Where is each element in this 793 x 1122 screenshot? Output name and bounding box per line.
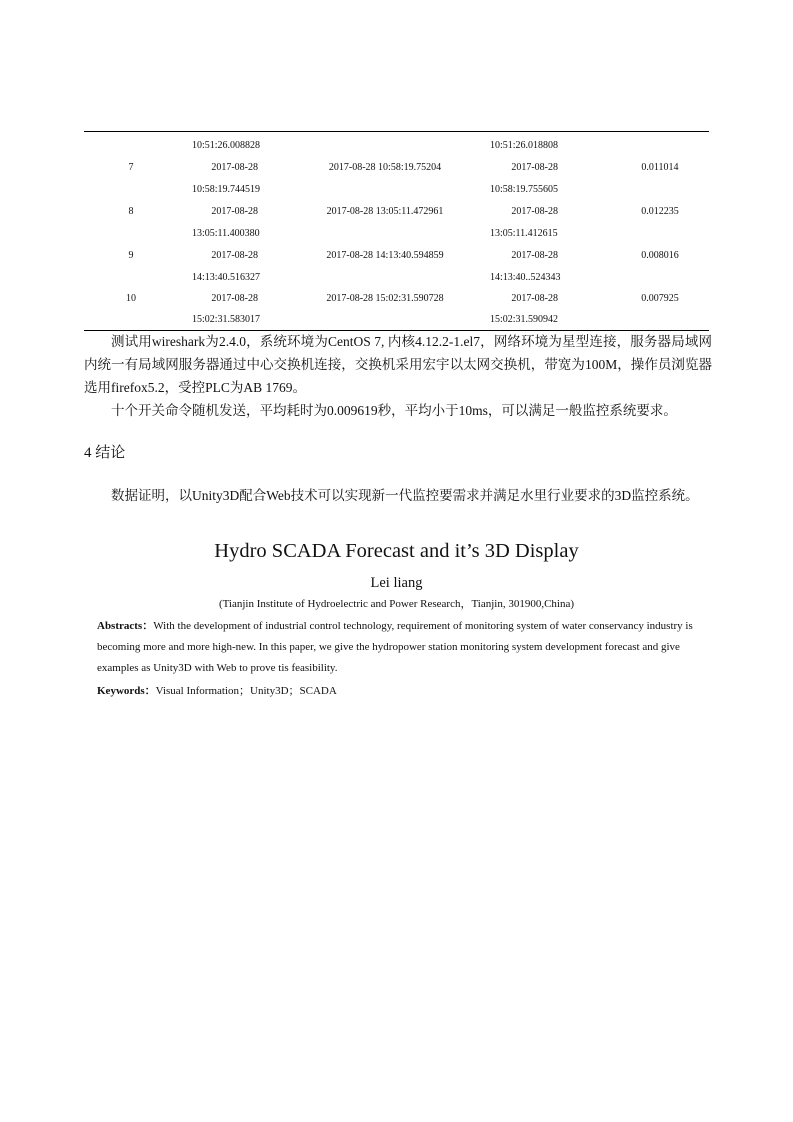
table-cell-send: 14:13:40.516327 <box>192 272 261 283</box>
table-cell-ack: 14:13:40..524343 <box>490 272 561 283</box>
table-cell-recv: 2017-08-28 14:13:40.594859 <box>326 250 444 261</box>
abstract-label: Abstracts： <box>97 620 154 632</box>
table-cell-recv: 2017-08-28 10:58:19.75204 <box>328 162 442 173</box>
table-cell-index: 10 <box>126 293 136 304</box>
section-heading: 4 结论 <box>84 445 126 461</box>
abstract-text: With the development of industrial control technology, requirement of monitoring system of water conservancy industry is becoming more and more high-new. In this paper, we give the hydropower station monitoring system development forecast and give examples as Unity3D with Web to prove tis feasibility. <box>97 620 693 674</box>
table-cell-index: 7 <box>128 162 134 173</box>
table-cell-send: 15:02:31.583017 <box>192 314 261 325</box>
test-environment-paragraph: 测试用wireshark为2.4.0，系统环境为CentOS 7, 内核4.12.2-1.el7，网络环境为星型连接，服务器局域网内统一有局域网服务器通过中心交换机连接，交换机采用宏宇以太网交换机，带宽为100M，操作员浏览器选用firefox5.2，受控PLC为AB 1769。 <box>84 334 712 395</box>
keywords <box>97 681 337 702</box>
table-cell-send: 10:51:26.008828 <box>192 140 261 151</box>
keywords-label: Keywords： <box>97 685 156 697</box>
table-cell-delta: 0.011014 <box>641 162 679 173</box>
table-top-rule <box>84 131 709 132</box>
conclusion-paragraph: 数据证明，以Unity3D配合Web技术可以实现新一代监控要需求并满足水里行业要求的3D监控系统。 <box>111 488 699 503</box>
table-cell-send: 2017-08-28 <box>211 206 258 217</box>
table-cell-ack: 15:02:31.590942 <box>490 314 559 325</box>
table-cell-send: 10:58:19.744519 <box>192 184 261 195</box>
table-cell-delta: 0.008016 <box>641 250 679 261</box>
result-paragraph: 十个开关命令随机发送，平均耗时为0.009619秒，平均小于10ms，可以满足一般监控系统要求。 <box>111 403 677 418</box>
table-cell-delta: 0.012235 <box>641 206 679 217</box>
keywords-text: Visual Information；Unity3D；SCADA <box>155 685 337 697</box>
table-cell-delta: 0.007925 <box>641 293 679 304</box>
author-name: Lei liang <box>370 575 423 591</box>
abstract <box>97 616 697 679</box>
table-cell-recv: 2017-08-28 13:05:11.472961 <box>326 206 444 217</box>
table-cell-ack: 2017-08-28 <box>511 293 558 304</box>
table-cell-ack: 2017-08-28 <box>511 250 558 261</box>
table-cell-ack: 10:51:26.018808 <box>490 140 559 151</box>
table-cell-ack: 10:58:19.755605 <box>490 184 559 195</box>
table-cell-ack: 2017-08-28 <box>511 162 558 173</box>
table-cell-index: 9 <box>128 250 134 261</box>
affiliation: (Tianjin Institute of Hydroelectric and Power Research，Tianjin, 301900,China) <box>218 598 575 610</box>
english-title: Hydro SCADA Forecast and it’s 3D Display <box>214 540 579 562</box>
table-cell-ack: 2017-08-28 <box>511 206 558 217</box>
table-cell-send: 2017-08-28 <box>211 162 258 173</box>
table-cell-send: 2017-08-28 <box>211 250 258 261</box>
table-cell-send: 2017-08-28 <box>211 293 258 304</box>
table-cell-index: 8 <box>128 206 134 217</box>
table-cell-send: 13:05:11.400380 <box>192 228 260 239</box>
table-cell-ack: 13:05:11.412615 <box>490 228 558 239</box>
table-cell-recv: 2017-08-28 15:02:31.590728 <box>326 293 444 304</box>
